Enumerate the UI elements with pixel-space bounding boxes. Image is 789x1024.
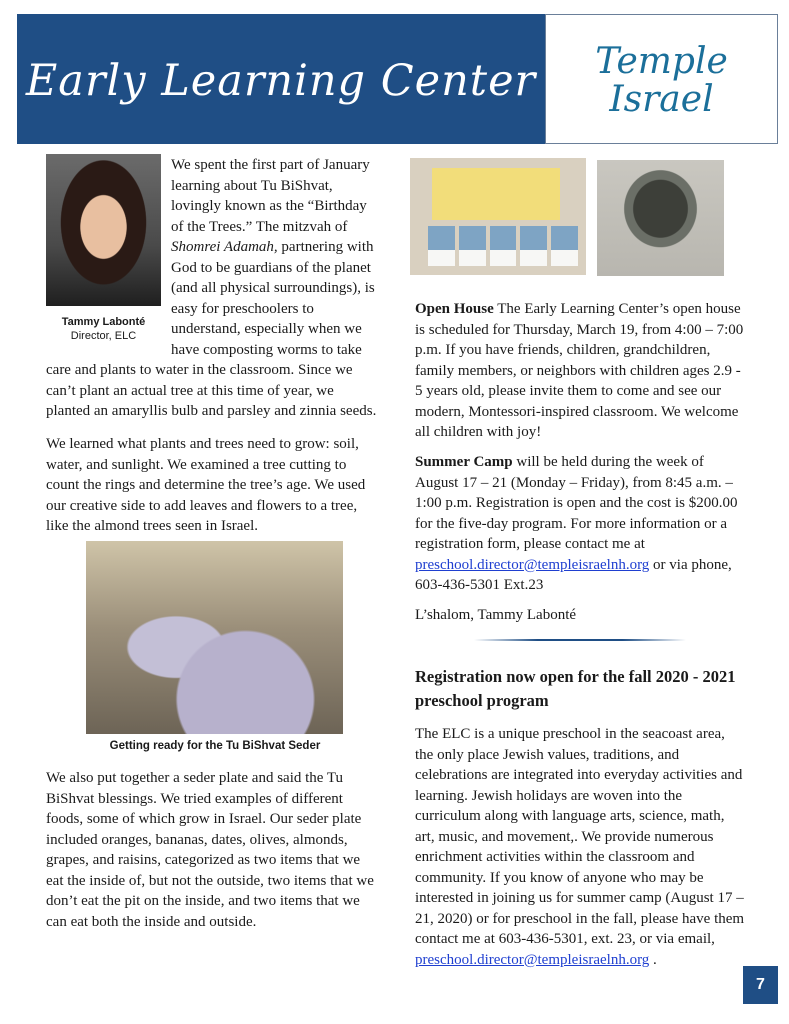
seder-text: We also put together a seder plate and said the Tu BiShvat blessings. We tried examples of different foods, some of which grow in Israel. Our seder plate included oranges, bananas, dates, olives, almonds, grapes, and raisins, categorized as two items that we eat the inside of, but not the outside, two items that we don’t eat the pit on the inside, and two items that we can eat both the inside and outside. <box>46 770 374 930</box>
logo-line-2: Israel <box>609 79 714 120</box>
seder-photo <box>86 541 343 734</box>
open-house-lead: Open House <box>415 301 494 317</box>
signoff-text: L’shalom, Tammy Labonté <box>415 607 577 623</box>
summer-camp-paragraph <box>415 452 745 596</box>
intro-text-post: partnering with God to be guardians of the planet (and all physical surroundings), is easy for preschoolers to understand, especially when we have composting worms to take care and plants to water in the classroom. Since we can’t plant an actual tree at this time of year, we planted an amaryllis bulb and parsley and zinnia seeds. <box>46 239 377 419</box>
intro-text-italic: Shomrei Adamah, <box>171 239 278 255</box>
open-house-paragraph <box>415 299 745 443</box>
tree-drawings <box>428 226 578 266</box>
signoff <box>415 605 745 626</box>
trees-sign <box>432 168 560 220</box>
intro-text-pre: We spent the first part of January learning about Tu BiShvat, lovingly known as the “Birthday of the Trees.” The mitzvah of <box>171 157 370 235</box>
seder-photo-caption: Getting ready for the Tu BiShvat Seder <box>109 740 321 752</box>
summer-camp-text: will be held during the week of August 17 – 21 (Monday – Friday), from 8:45 a.m. – 1:00 p.m. Registration is open and the cost is $200.00 for the five-day program. For more information or a registration form, please contact me at <box>415 454 738 552</box>
director-title: Director, ELC <box>70 330 137 342</box>
seder-paragraph <box>46 768 379 932</box>
birthday-trees-photo <box>410 158 586 275</box>
registration-text: The ELC is a unique preschool in the seacoast area, the only place Jewish values, traditions, and celebrations are integrated into everyday activities and learning. Jewish holidays are woven into the curriculum along with language arts, science, math, art, music, and movement,. We provide numerous enrichment activities within the classroom and community. If you know of anyone who may be interested in joining us for summer camp (August 17 – 21, 2020) or for preschool in the fall, please have them contact me at 603-436-5301, ext. 23, or via email, <box>415 726 745 947</box>
plants-text: We learned what plants and trees need to grow: soil, water, and sunlight. We examined a tree cutting to count the rings and determine the tree’s age. We used our creative side to add leaves and flowers to a tree, like the almond trees seen in Israel. <box>46 436 366 534</box>
registration-text-end: . <box>649 951 657 968</box>
director-name: Tammy Labonté <box>61 316 146 328</box>
intro-paragraph <box>46 155 379 422</box>
temple-israel-logo <box>545 14 778 144</box>
section-divider <box>474 639 686 641</box>
seedling-pot-photo <box>597 160 724 276</box>
registration-paragraph <box>415 724 745 970</box>
page-number: 7 <box>743 966 778 1004</box>
registration-email-link[interactable]: preschool.director@templeisraelnh.org <box>415 951 650 968</box>
summer-camp-lead: Summer Camp <box>415 454 513 470</box>
header-banner <box>17 14 545 144</box>
registration-heading: Registration now open for the fall 2020 - 2021 preschool program <box>415 667 736 710</box>
logo-line-1: Temple <box>595 41 728 82</box>
plants-paragraph <box>46 434 379 537</box>
page-title: Early Learning Center <box>25 56 537 106</box>
summer-camp-text-end: or via phone, 603-436-5301 Ext.23 <box>415 556 732 593</box>
camp-email-link[interactable]: preschool.director@templeisraelnh.org <box>415 556 650 573</box>
open-house-text: The Early Learning Center’s open house is scheduled for Thursday, March 19, from 4:00 – 7:00 p.m. If you have friends, children, grandchildren, family members, or neighbors with children ages 2.9 - 5 years old, please invite them to come and see our modern, Montessori-inspired classroom. We welcome all children with joy! <box>415 301 744 440</box>
